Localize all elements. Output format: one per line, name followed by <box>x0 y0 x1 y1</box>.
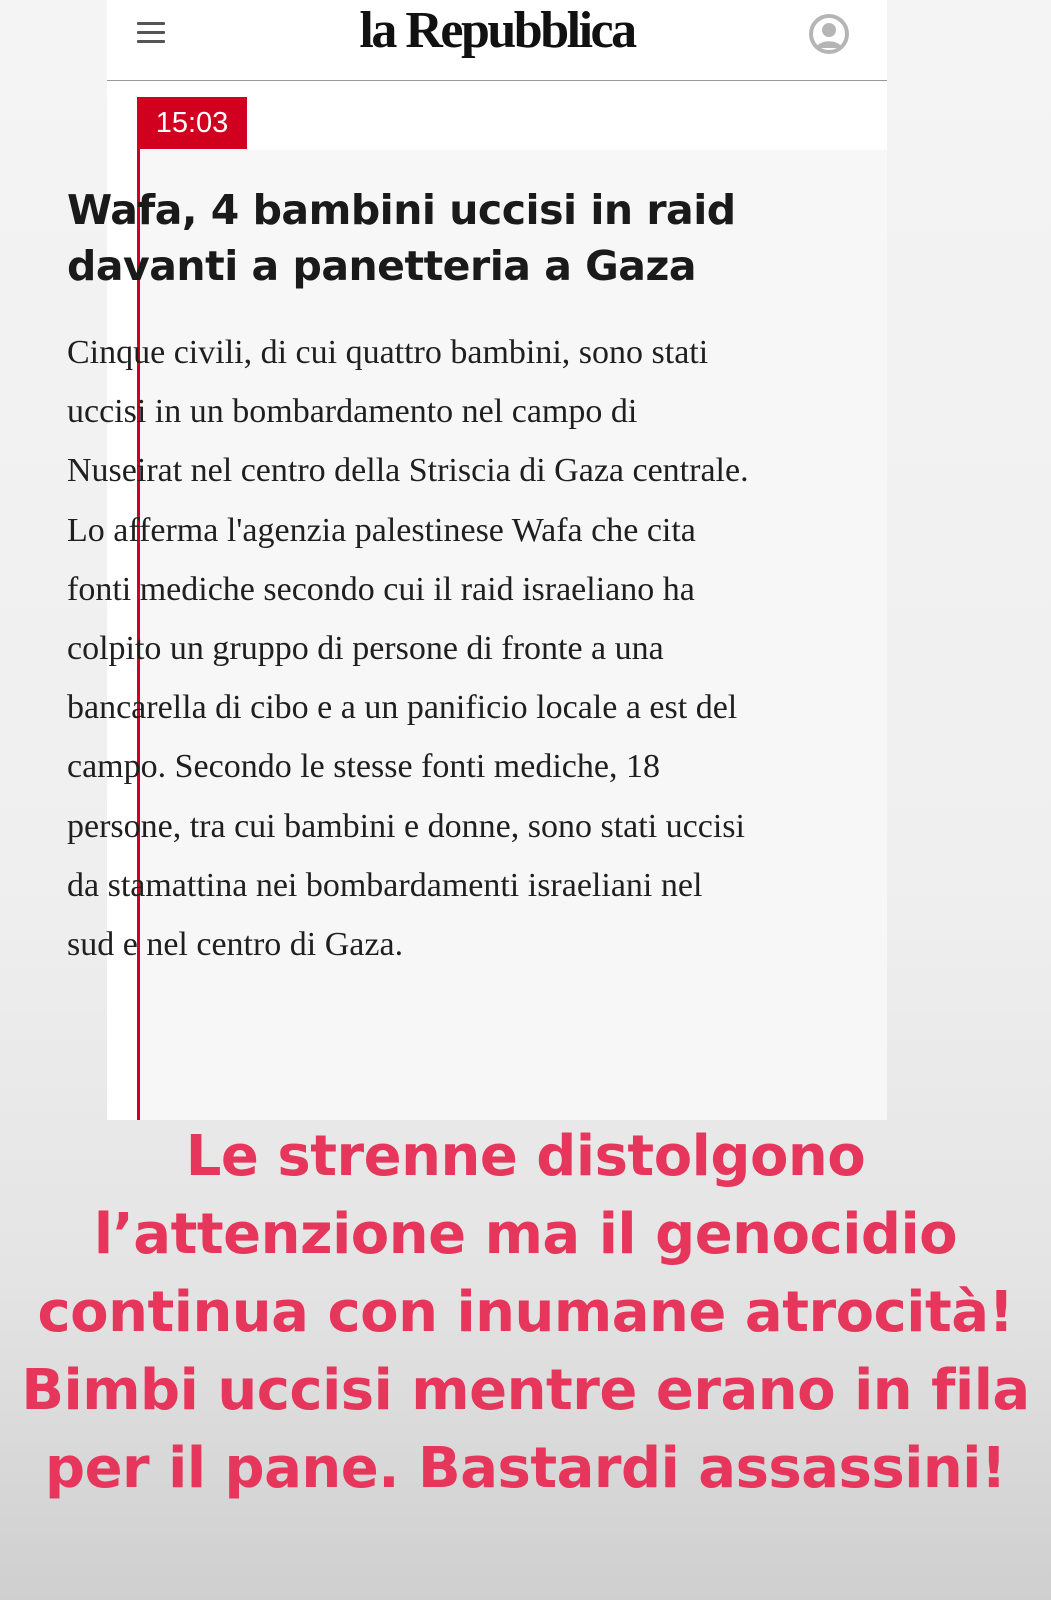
article-title[interactable]: Wafa, 4 bambini uccisi in raid davanti a panetteria a Gaza <box>67 186 736 290</box>
user-profile-icon[interactable] <box>807 12 851 56</box>
site-header <box>107 0 887 81</box>
story-caption: Le strenne distolgono l’attenzione ma il genocidio continua con inumane atrocità! Bimbi uccisi mentre erano in fila per il pane. Bastardi assassini! <box>21 1124 1030 1501</box>
article-body: Cinque civili, di cui quattro bambini, sono stati uccisi in un bombardamento nel campo di Nuseirat nel centro della Striscia di Gaza centrale. Lo afferma l'agenzia palestinese Wafa che cita fonti mediche secondo cui il raid israeliano ha colpito un gruppo di persone di fronte a una bancarella di cibo e a un panificio locale a est del campo. Secondo le stesse fonti mediche, 18 persone, tra cui bambini e donne, sono stati uccisi da stamattina nei bombardamenti israeliani nel sud e nel centro di Gaza. <box>67 334 749 964</box>
site-logo[interactable]: la Repubblica <box>359 2 635 59</box>
live-time-badge: 15:03 <box>137 97 247 149</box>
